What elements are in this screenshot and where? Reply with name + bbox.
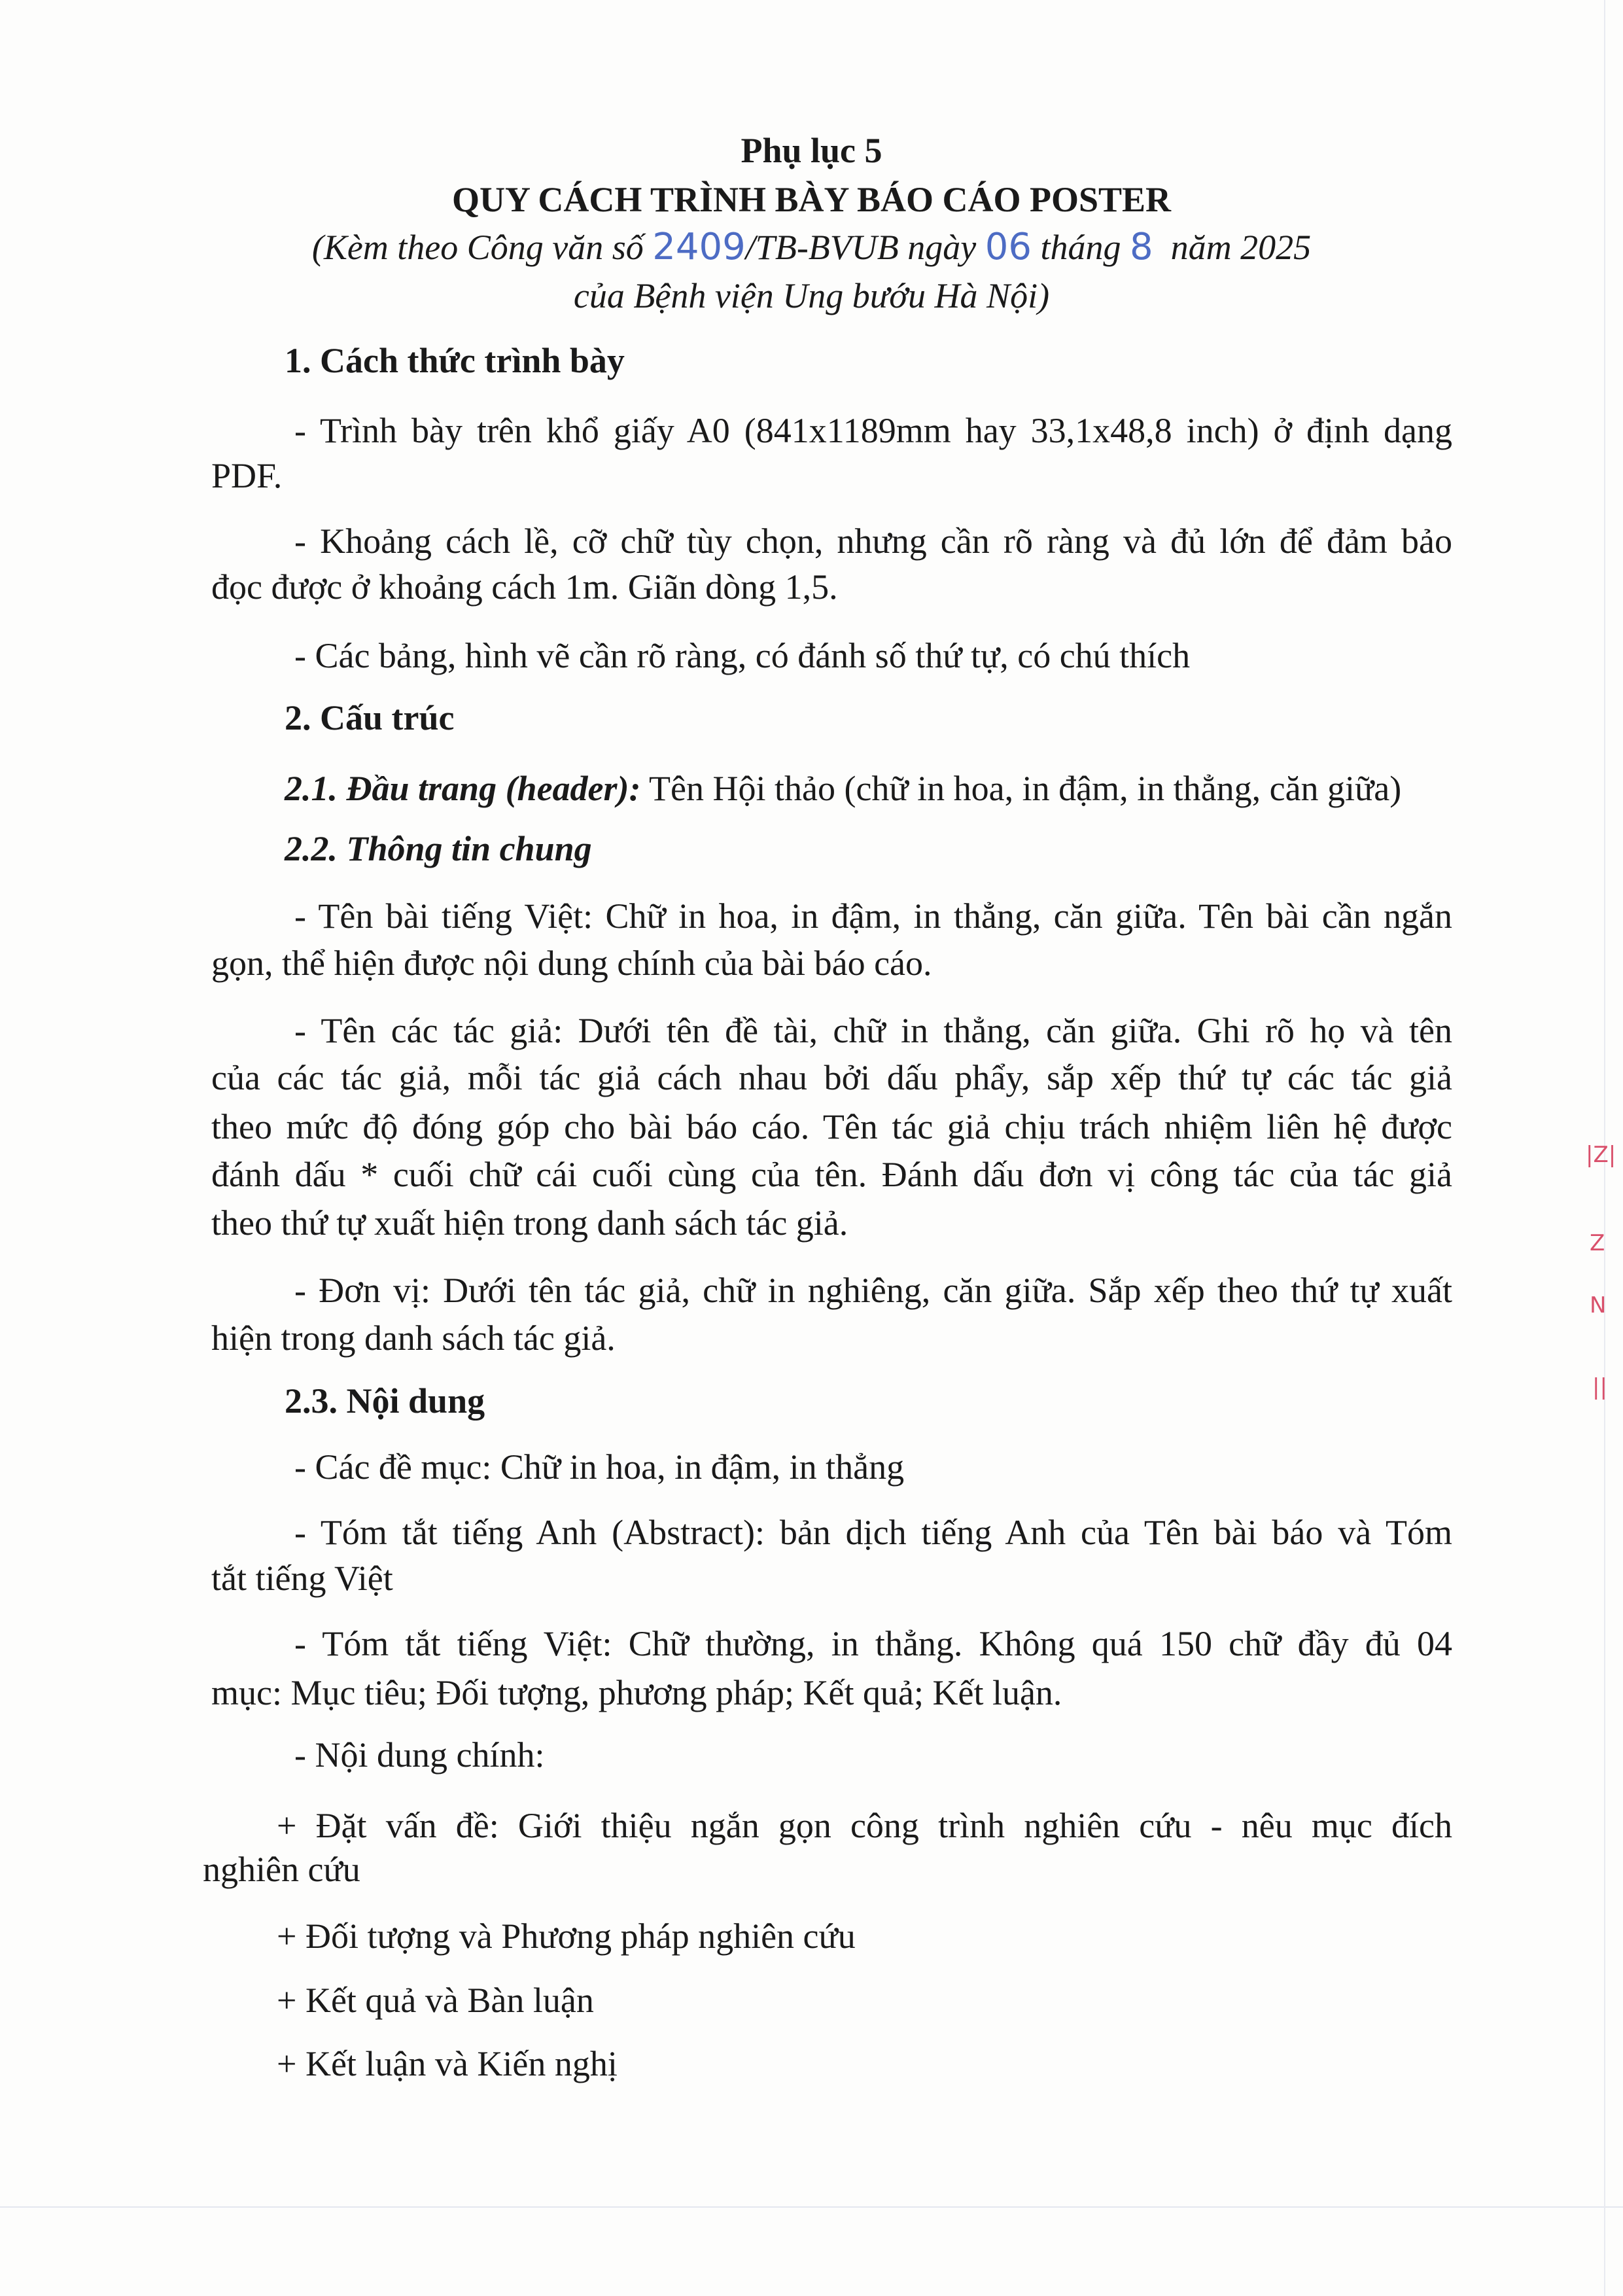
s23-item-1: - Các đề mục: Chữ in hoa, in đậm, in thẳng	[294, 1447, 905, 1487]
s23-item-2-line-2: tắt tiếng Việt	[211, 1559, 393, 1598]
subtitle-mid2: tháng	[1032, 228, 1130, 267]
content-subitem-1-line-1: + Đặt vấn đề: Giới thiệu ngắn gọn công trình nghiên cứu - nêu mục đích	[277, 1806, 1452, 1845]
document-title: QUY CÁCH TRÌNH BÀY BÁO CÁO POSTER	[451, 180, 1172, 219]
margin-stamp-fragment: ||	[1592, 1374, 1607, 1400]
content-subitem-4: + Kết luận và Kiến nghị	[277, 2044, 618, 2083]
s22-paragraph-2-line-4: đánh dấu * cuối chữ cái cuối cùng của tên. Đánh dấu đơn vị công tác của tác giả	[211, 1155, 1452, 1194]
handwritten-doc-number: 2409	[652, 226, 746, 268]
section-2-1-text: Tên Hội thảo (chữ in hoa, in đậm, in thẳng, căn giữa)	[640, 769, 1402, 808]
content-subitem-2: + Đối tượng và Phương pháp nghiên cứu	[277, 1916, 856, 1956]
section-2-1	[285, 771, 1401, 806]
handwritten-month: 8	[1130, 226, 1153, 268]
s1-paragraph-2-line-2: đọc được ở khoảng cách 1m. Giãn dòng 1,5.	[211, 567, 838, 607]
s22-paragraph-2-line-1: - Tên các tác giả: Dưới tên đề tài, chữ in thẳng, căn giữa. Ghi rõ họ và tên	[294, 1011, 1452, 1050]
document-subtitle	[0, 226, 1623, 268]
margin-stamp-fragment: |Z|	[1586, 1142, 1616, 1168]
subtitle-prefix: (Kèm theo Công văn số	[311, 228, 653, 267]
s1-paragraph-3: - Các bảng, hình vẽ cần rõ ràng, có đánh số thứ tự, có chú thích	[294, 636, 1191, 675]
appendix-label: Phụ lục 5	[741, 131, 882, 170]
handwritten-day: 06	[985, 226, 1032, 268]
section-2-1-label: 2.1. Đầu trang (header):	[285, 769, 641, 808]
s23-item-4: - Nội dung chính:	[294, 1735, 545, 1775]
margin-stamp-fragment: Z	[1590, 1230, 1605, 1256]
s22-paragraph-2-line-2: của các tác giả, mỗi tác giả cách nhau bởi dấu phẩy, sắp xếp thứ tự các tác giả	[211, 1058, 1452, 1097]
s22-paragraph-2-line-3: theo mức độ đóng góp cho bài báo cáo. Tên tác giả chịu trách nhiệm liên hệ được	[211, 1107, 1452, 1146]
s22-paragraph-2-line-5: theo thứ tự xuất hiện trong danh sách tác giả.	[211, 1203, 848, 1243]
s1-paragraph-1-line-2: PDF.	[211, 456, 283, 495]
subtitle-mid1: /TB-BVUB ngày	[745, 228, 985, 267]
subtitle-year: năm 2025	[1153, 228, 1312, 267]
section-1-heading: 1. Cách thức trình bày	[285, 341, 625, 380]
s1-paragraph-1-line-1: - Trình bày trên khổ giấy A0 (841x1189mm hay 33,1x48,8 inch) ở định dạng	[294, 411, 1452, 450]
content-subitem-3: + Kết quả và Bàn luận	[277, 1981, 594, 2020]
section-2-3-heading: 2.3. Nội dung	[285, 1381, 485, 1421]
scan-artifact-line	[0, 2206, 1623, 2208]
document-subtitle-issuer: của Bệnh viện Ung bướu Hà Nội)	[573, 276, 1050, 315]
margin-stamp-fragment: N	[1590, 1292, 1607, 1318]
s23-item-2-line-1: - Tóm tắt tiếng Anh (Abstract): bản dịch tiếng Anh của Tên bài báo và Tóm	[294, 1513, 1452, 1552]
section-2-heading: 2. Cấu trúc	[285, 698, 455, 737]
s23-item-3-line-2: mục: Mục tiêu; Đối tượng, phương pháp; Kết quả; Kết luận.	[211, 1673, 1062, 1712]
s22-paragraph-3-line-1: - Đơn vị: Dưới tên tác giả, chữ in nghiêng, căn giữa. Sắp xếp theo thứ tự xuất	[294, 1271, 1452, 1310]
s23-item-3-line-1: - Tóm tắt tiếng Việt: Chữ thường, in thẳng. Không quá 150 chữ đầy đủ 04	[294, 1624, 1452, 1663]
s22-paragraph-1-line-1: - Tên bài tiếng Việt: Chữ in hoa, in đậm, in thẳng, căn giữa. Tên bài cần ngắn	[294, 896, 1452, 936]
s22-paragraph-1-line-2: gọn, thể hiện được nội dung chính của bài báo cáo.	[211, 944, 932, 983]
s1-paragraph-2-line-1: - Khoảng cách lề, cỡ chữ tùy chọn, nhưng cần rõ ràng và đủ lớn để đảm bảo	[294, 521, 1452, 561]
s22-paragraph-3-line-2: hiện trong danh sách tác giả.	[211, 1318, 616, 1358]
section-2-2-heading: 2.2. Thông tin chung	[285, 829, 592, 868]
content-subitem-1-line-2: nghiên cứu	[203, 1850, 360, 1889]
